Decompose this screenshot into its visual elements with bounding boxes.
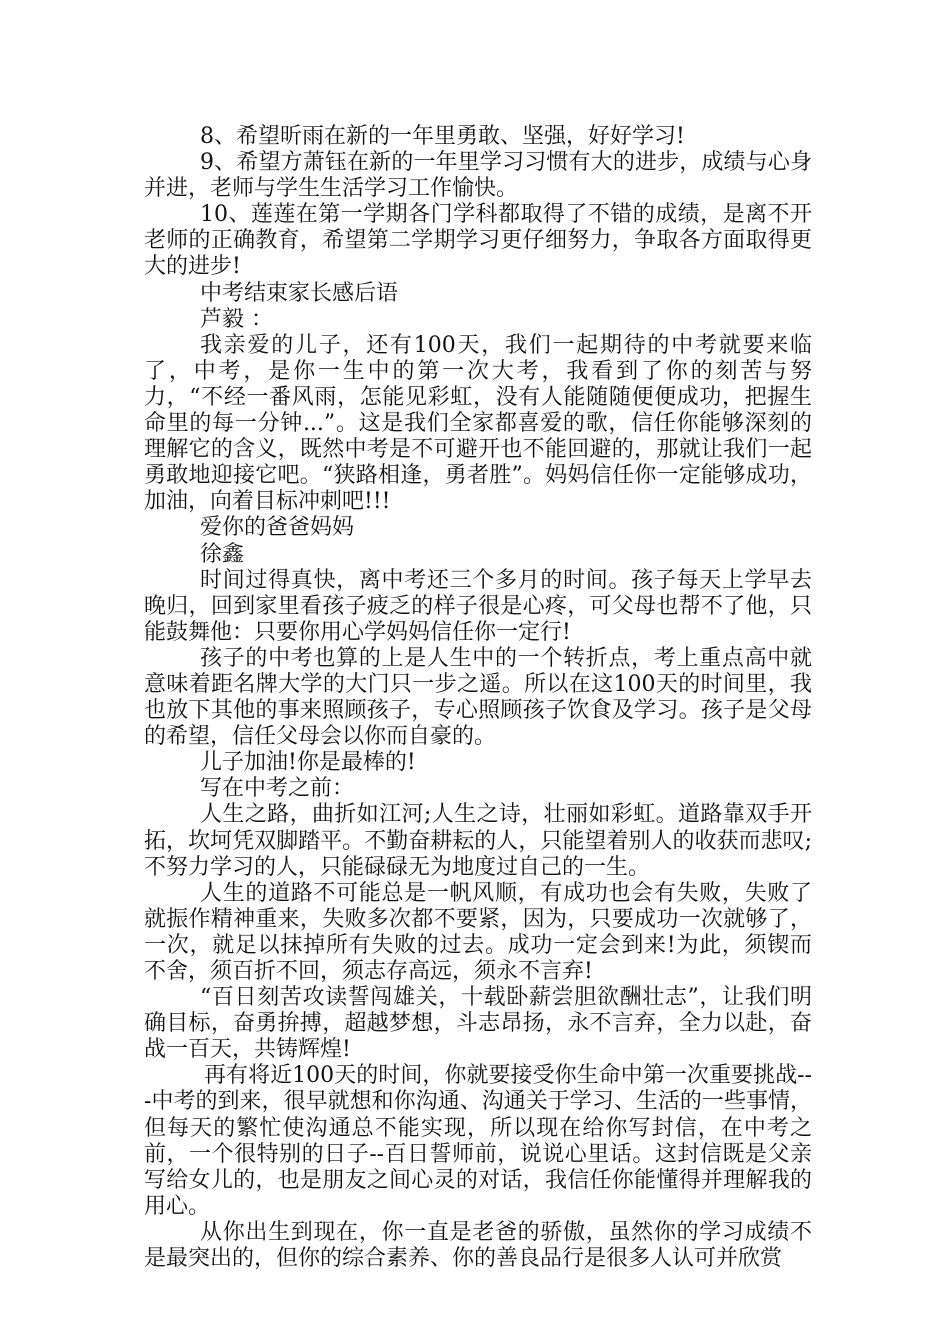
- author-name: 徐鑫: [200, 541, 245, 567]
- paragraph: 从你出生到现在，你一直是老爸的骄傲，虽然你的学习成绩不是最突出的，但你的综合素养、你的善良品行是很多人认可并欣赏: [144, 1219, 812, 1272]
- paragraph: 儿子加油!你是最棒的!: [200, 750, 416, 776]
- paragraph: 人生之路，曲折如江河;人生之诗，壮丽如彩虹。道路靠双手开拓，坎坷凭双脚踏平。不勤奋耕耘的人，只能望着别人的收获而悲叹;不努力学习的人，只能碌碌无为地度过自己的一生。: [144, 802, 812, 880]
- paragraph: 8、希望昕雨在新的一年里勇敢、坚强，好好学习!: [200, 124, 685, 149]
- paragraph: 时间过得真快，离中考还三个多月的时间。孩子每天上学早去晚归，回到家里看孩子疲乏的样子很是心疼，可父母也帮不了他，只能鼓舞他：只要你用心学妈妈信任你一定行!: [144, 567, 812, 645]
- paragraph: 孩子的中考也算的上是人生中的一个转折点，考上重点高中就意味着距名牌大学的大门只一步之遥。所以在这100天的时间里，我也放下其他的事来照顾孩子，专心照顾孩子饮食及学习。孩子是父母的希望，信任父母会以你而自豪的。: [144, 645, 812, 750]
- paragraph: 我亲爱的儿子，还有100天，我们一起期待的中考就要来临了，中考，是你一生中的第一次大考，我看到了你的刻苦与努力，“不经一番风雨，怎能见彩虹，没有人能随随便便成功，把握生命里的每一分钟...”。这是我们全家都喜爱的歌，信任你能够深刻的理解它的含义，既然中考是不可避开也不能回避的，那就让我们一起勇敢地迎接它吧。“狭路相逢，勇者胜”。妈妈信任你一定能够成功，加油，向着目标冲刺吧!!!: [144, 332, 812, 515]
- document-body: [144, 124, 812, 1272]
- section-heading: 中考结束家长感后语: [200, 280, 399, 306]
- paragraph: “百日刻苦攻读誓闯雄关，十载卧薪尝胆欲酬壮志”，让我们明确目标，奋勇拚搏，超越梦想，斗志昂扬，永不言弃，全力以赴，奋战一百天，共铸辉煌!: [144, 985, 812, 1063]
- paragraph: 再有将近100天的时间，你就要接受你生命中第一次重要挑战---中考的到来，很早就想和你沟通、沟通关于学习、生活的一些事情，但每天的繁忙使沟通总不能实现，所以现在给你写封信，在中考之前，一个很特别的日子--百日誓师前，说说心里话。这封信既是父亲写给女儿的，也是朋友之间心灵的对话，我信任你能懂得并理解我的用心。: [144, 1063, 812, 1219]
- paragraph: 人生的道路不可能总是一帆风顺，有成功也会有失败，失败了就振作精神重来，失败多次都不要紧，因为，只要成功一次就够了，一次，就足以抹掉所有失败的过去。成功一定会到来!为此，须锲而不舍，须百折不回，须志存高远，须永不言弃!: [144, 880, 812, 984]
- paragraph: 9、希望方萧钰在新的一年里学习习惯有大的进步，成绩与心身并进，老师与学生生活学习工作愉快。: [144, 150, 812, 202]
- section-heading: 写在中考之前：: [200, 776, 355, 802]
- signature: 爱你的爸爸妈妈: [200, 515, 355, 541]
- paragraph: 10、莲莲在第一学期各门学科都取得了不错的成绩，是离不开老师的正确教育，希望第二学期学习更仔细努力，争取各方面取得更大的进步!: [144, 202, 812, 280]
- salutation: 芦毅 ：: [200, 306, 273, 332]
